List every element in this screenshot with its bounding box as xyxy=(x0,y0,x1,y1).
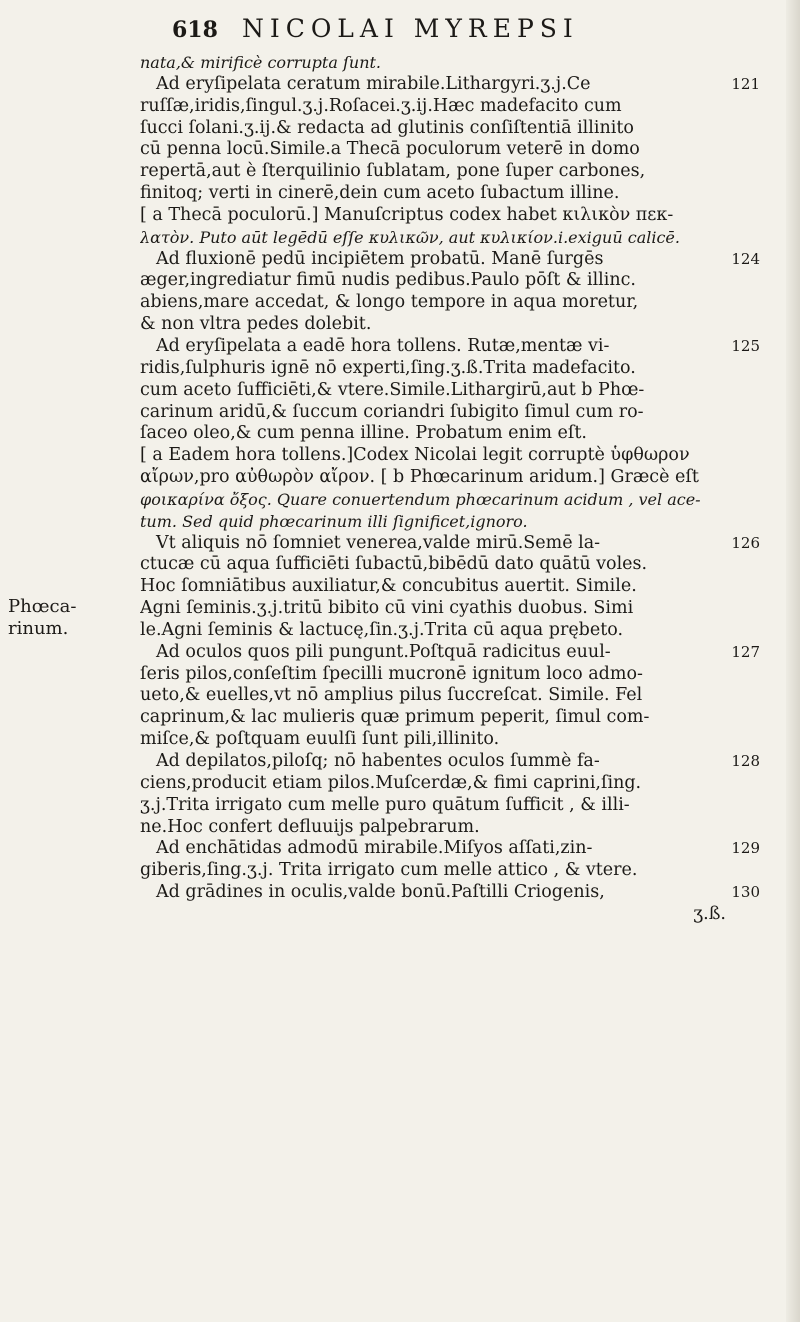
line-text: ʒ.ß. xyxy=(693,903,726,924)
text-line xyxy=(140,292,760,314)
running-header xyxy=(172,14,772,48)
line-text: ctucæ cū aqua ſufficiēti ſubactū,bibēdū dato quātū voles. xyxy=(140,554,648,575)
running-title: NICOLAI MYREPSI xyxy=(241,14,579,43)
page-number: 618 xyxy=(172,17,218,43)
text-line xyxy=(140,52,760,74)
line-text: cum aceto ſufficiēti,& vtere.Simile.Lithargirū,aut b Phœ- xyxy=(140,379,645,400)
text-line xyxy=(140,445,760,467)
line-text: carinum aridū,& ſuccum coriandri ſubigito ſimul cum ro- xyxy=(140,401,644,422)
line-text: Agni ſeminis.ʒ.j.tritū bibito cū vini cyathis duobus. Simi xyxy=(140,598,634,619)
section-number: 126 xyxy=(731,533,760,552)
line-text: cū penna locū.Simile.a Thecā poculorum veterē in domo xyxy=(140,139,640,160)
text-line xyxy=(140,205,760,227)
text-line xyxy=(140,642,760,664)
line-text: ridis,ſulphuris ignē nō experti,ſing.ʒ.ß.Trita madefacito. xyxy=(140,357,636,378)
text-line xyxy=(140,74,760,96)
text-line xyxy=(140,249,760,271)
text-line xyxy=(140,882,760,904)
line-text: Ad grādines in oculis,valde bonū.Paſtilli Criogenis, xyxy=(156,882,605,903)
text-line xyxy=(140,227,760,249)
line-text: ſucci ſolani.ʒ.ij.& redacta ad glutinis conſiſtentiā illinito xyxy=(140,117,634,138)
line-text: tum. Sed quid phœcarinum illi ſignificet,ignoro. xyxy=(140,511,528,531)
text-line xyxy=(140,96,760,118)
text-line xyxy=(140,860,760,882)
line-text: nata,& mirificè corrupta ſunt. xyxy=(140,53,382,72)
margin-note-line: rinum. xyxy=(8,618,69,639)
text-line xyxy=(140,664,760,686)
text-line xyxy=(140,685,760,707)
body-text xyxy=(140,52,760,926)
line-text: & non vltra pedes dolebit. xyxy=(140,314,372,335)
text-line xyxy=(140,467,760,489)
text-line xyxy=(140,751,760,773)
text-line xyxy=(140,161,760,183)
line-text: finitoq; verti in cinerē,dein cum aceto ſubactum illine. xyxy=(140,183,620,204)
text-line xyxy=(140,904,760,926)
line-text: giberis,ſing.ʒ.j. Trita irrigato cum melle attico , & vtere. xyxy=(140,860,638,881)
line-text: Hoc ſomniātibus auxiliatur,& concubitus auertit. Simile. xyxy=(140,576,637,597)
section-number: 129 xyxy=(731,839,760,858)
text-line xyxy=(140,314,760,336)
line-text: [ a Thecā poculorū.] Manuſcriptus codex habet κιλικὸν πεκ- xyxy=(140,204,674,225)
line-text: λατὸν. Puto aūt legēdū eſſe κυλικῶν, aut κυλικίον.i.exiguū calicē. xyxy=(140,227,680,247)
line-text: ruſſæ,iridis,ſingul.ʒ.j.Roſacei.ʒ.ij.Hæc madefacito cum xyxy=(140,95,622,116)
line-text: Ad eryſipelata a eadē hora tollens. Rutæ,mentæ vi- xyxy=(156,335,610,356)
text-line xyxy=(140,576,760,598)
line-text: miſce,& poſtquam euulſi ſunt pili,illinito. xyxy=(140,729,500,750)
section-number: 130 xyxy=(731,883,760,902)
text-line xyxy=(140,402,760,424)
text-line xyxy=(140,380,760,402)
text-line xyxy=(140,773,760,795)
text-line xyxy=(140,423,760,445)
text-line xyxy=(140,336,760,358)
line-text: le.Agni ſeminis & lactucę,ſin.ʒ.j.Trita cū aqua prębeto. xyxy=(140,619,624,640)
section-number: 124 xyxy=(731,249,760,268)
text-line xyxy=(140,554,760,576)
text-line xyxy=(140,183,760,205)
text-line xyxy=(140,817,760,839)
line-text: ciens,producit etiam pilos.Muſcerdæ,& fimi caprini,ſing. xyxy=(140,772,642,793)
line-text: abiens,mare accedat, & longo tempore in aqua moretur, xyxy=(140,292,639,313)
line-text: Ad oculos quos pili pungunt.Poſtquā radicitus euul- xyxy=(156,641,611,662)
text-line xyxy=(140,270,760,292)
line-text: ſeris pilos,conſeſtim ſpecilli mucronē ignitum loco admo- xyxy=(140,663,643,684)
line-text: Ad eryſipelata ceratum mirabile.Lithargyri.ʒ.j.Ce xyxy=(156,73,591,94)
line-text: ne.Hoc confert defluuijs palpebrarum. xyxy=(140,816,480,837)
section-number: 127 xyxy=(731,642,760,661)
line-text: αἴρων,pro αὐθωρὸν αἴρον. [ b Phœcarinum aridum.] Græcè eſt xyxy=(140,467,699,488)
section-number: 121 xyxy=(731,74,760,93)
text-line xyxy=(140,729,760,751)
line-text: ueto,& euelles,vt nō amplius pilus ſuccreſcat. Simile. Fel xyxy=(140,685,643,706)
section-number: 125 xyxy=(731,336,760,355)
text-line xyxy=(140,620,760,642)
page-edge xyxy=(786,0,800,1322)
line-text: φοικαρίνα ὄξος. Quare conuertendum phœcarinum acidum , vel ace- xyxy=(140,489,701,509)
text-line xyxy=(140,489,760,511)
text-line xyxy=(140,795,760,817)
text-line xyxy=(140,139,760,161)
text-line xyxy=(140,511,760,533)
line-text: Ad depilatos,piloſq; nō habentes oculos ſummè fa- xyxy=(156,751,600,771)
line-text: Vt aliquis nō ſomniet venerea,valde mirū.Semē la- xyxy=(156,532,601,553)
line-text: æger,ingrediatur fimū nudis pedibus.Paulo pōſt & illinc. xyxy=(140,270,636,291)
text-line xyxy=(140,598,760,620)
line-text: caprinum,& lac mulieris quæ primum peperit, ſimul com- xyxy=(140,707,650,728)
text-line xyxy=(140,118,760,140)
margin-note xyxy=(8,596,76,640)
line-text: [ a Eadem hora tollens.]Codex Nicolai legit corruptè ὑφθωρον xyxy=(140,445,690,466)
text-line xyxy=(140,838,760,860)
line-text: ʒ.j.Trita irrigato cum melle puro quātum ſufficit , & illi- xyxy=(140,794,630,815)
line-text: Ad fluxionē pedū incipiētem probatū. Manē ſurgēs xyxy=(156,248,604,269)
line-text: ſaceo oleo,& cum penna illine. Probatum enim eſt. xyxy=(140,423,587,444)
text-line xyxy=(140,533,760,555)
line-text: repertā,aut è ſterquilinio ſublatam, pone ſuper carbones, xyxy=(140,161,646,182)
line-text: Ad enchātidas admodū mirabile.Miſyos aſſati,zin- xyxy=(156,838,593,859)
section-number: 128 xyxy=(731,752,760,770)
text-line xyxy=(140,358,760,380)
margin-note-line: Phœca- xyxy=(8,596,77,617)
text-line xyxy=(140,707,760,729)
